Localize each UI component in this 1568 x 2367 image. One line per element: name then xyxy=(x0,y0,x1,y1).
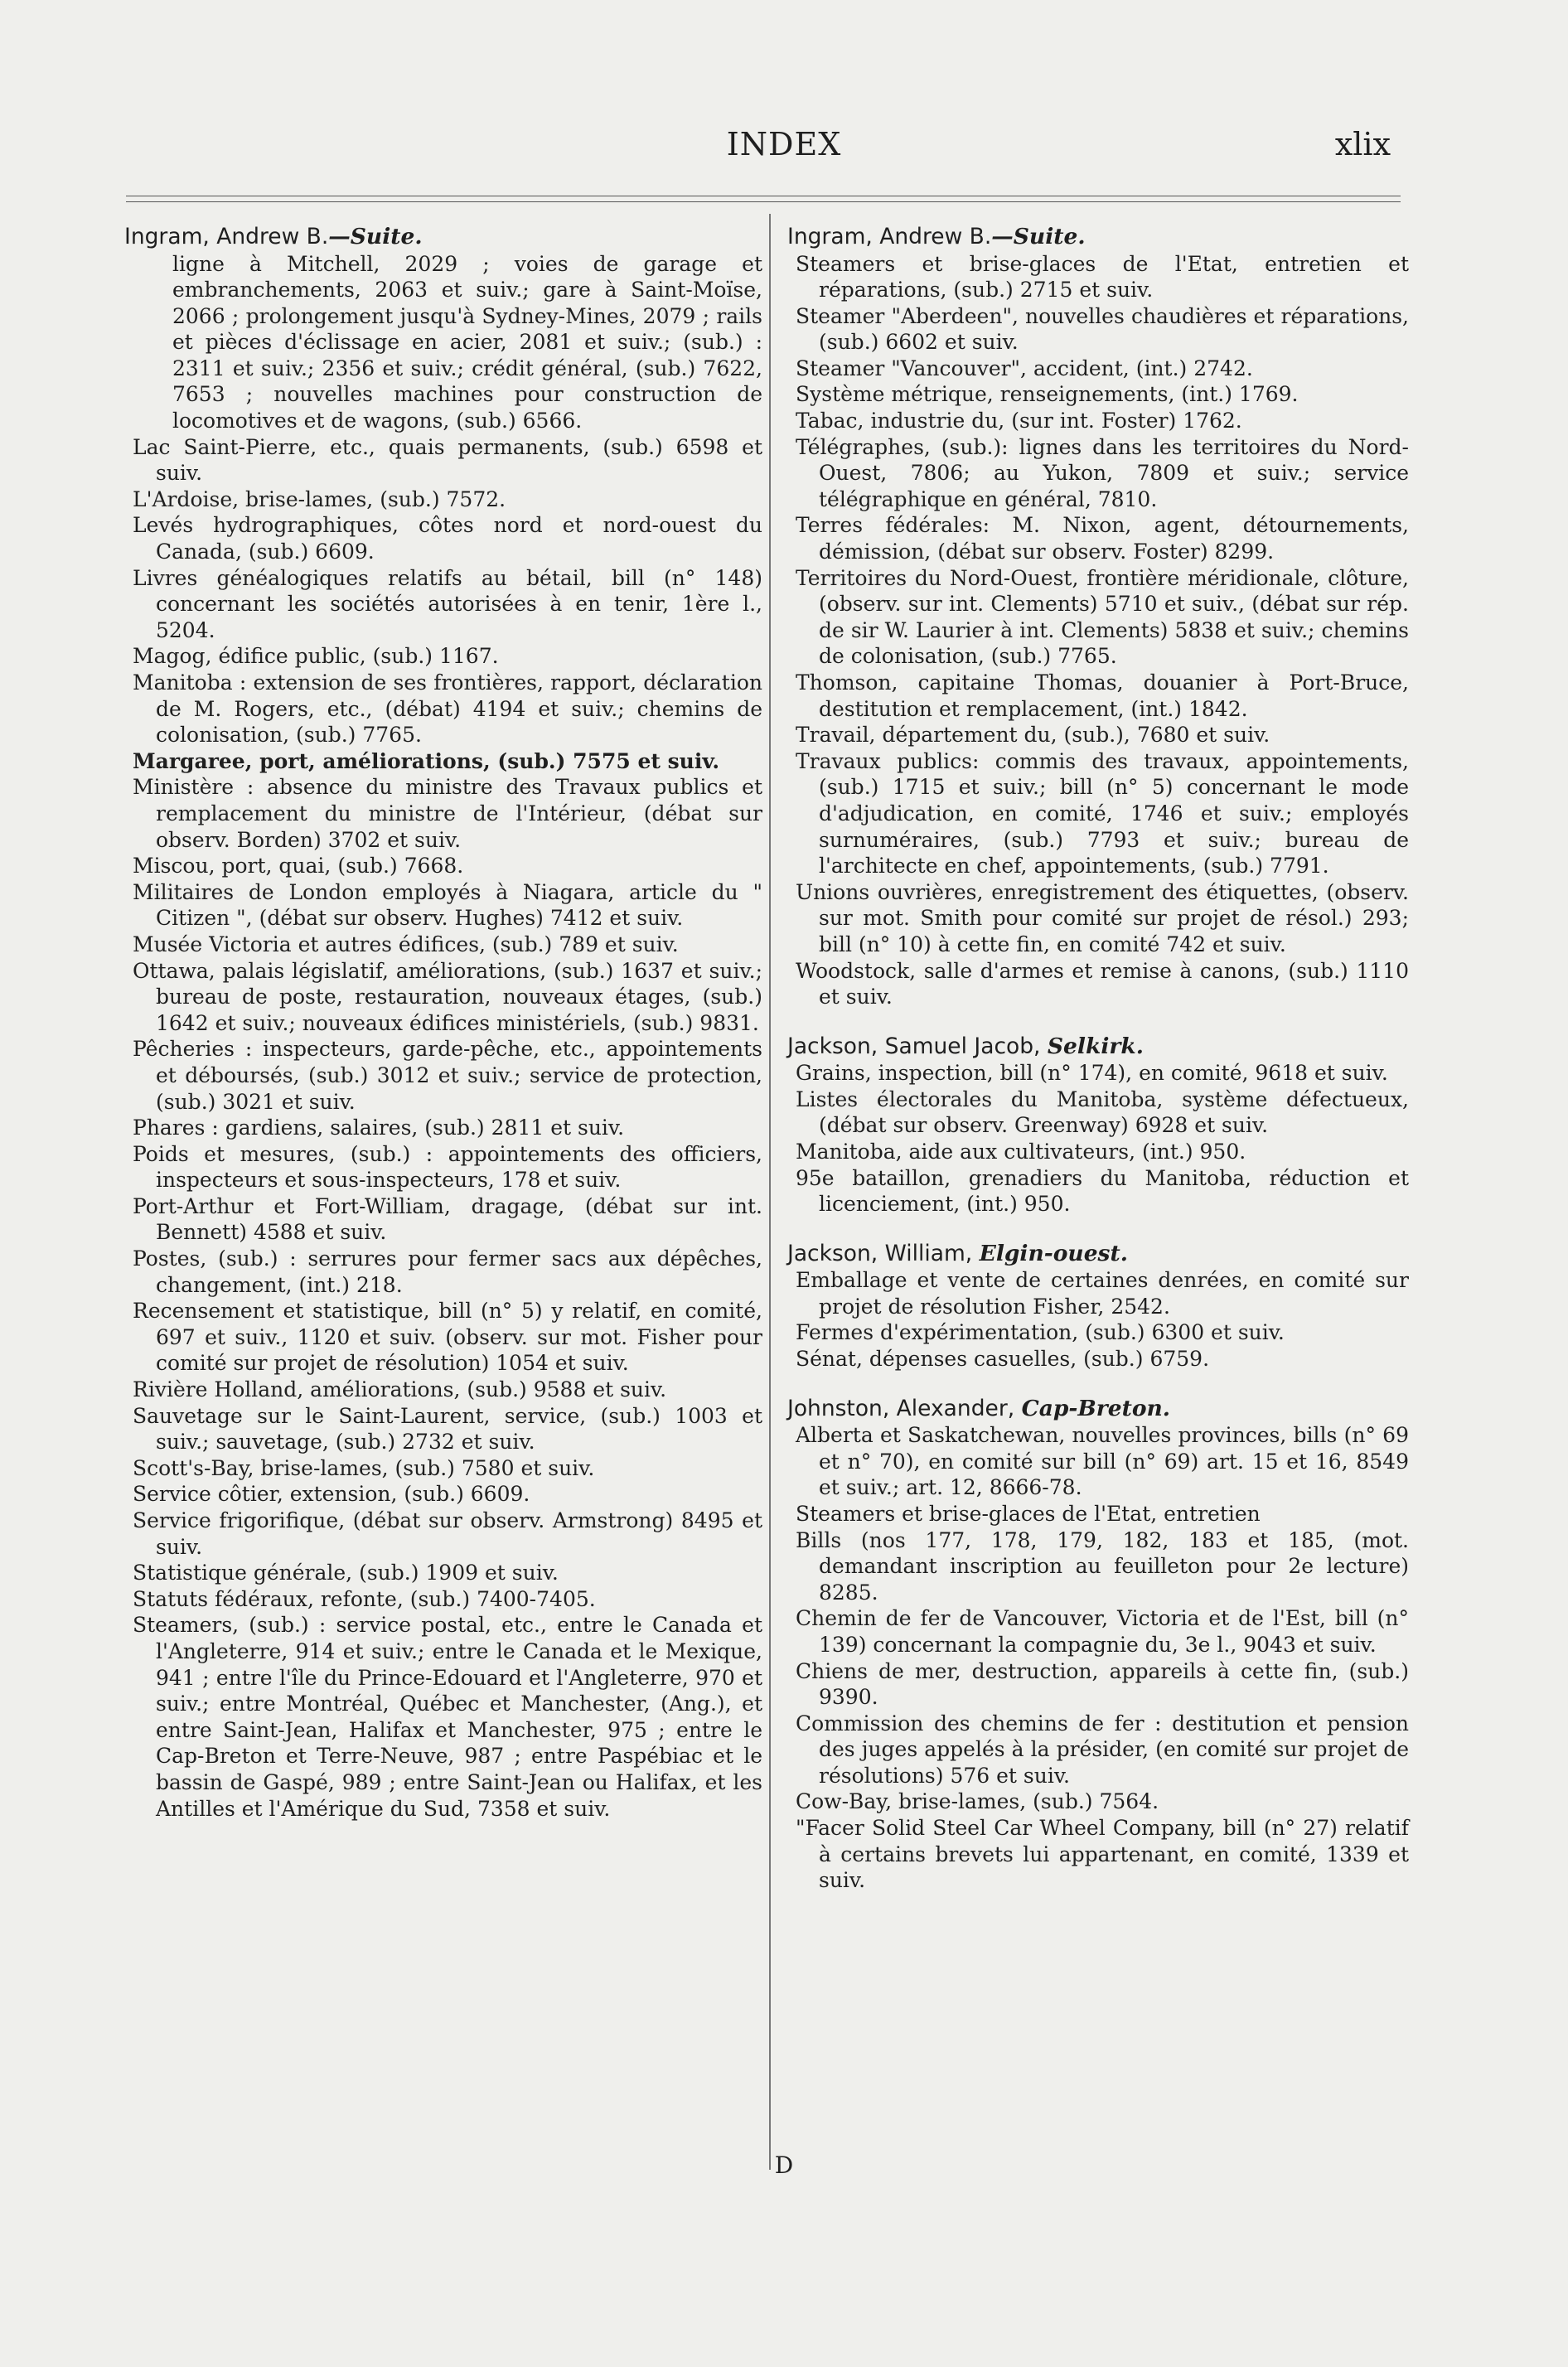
index-entry: Recensement et statistique, bill (n° 5) y relatif, en comité, 697 et suiv., 1120 et suiv. (observ. sur mot. Fisher pour comité sur projet de résolution) 1054 et suiv. xyxy=(133,1299,762,1376)
index-entry: Port-Arthur et Fort-William, dragage, (débat sur int. Bennett) 4588 et suiv. xyxy=(133,1193,762,1245)
index-entry: Steamer "Vancouver", accident, (int.) 2742. xyxy=(796,356,1253,380)
index-entry: Margaree, port, améliorations, (sub.) 7575 et suiv. xyxy=(133,748,720,773)
index-entry: Militaires de London employés à Niagara, article du " Citizen ", (débat sur observ. Hughes) 7412 et suiv. xyxy=(133,879,762,931)
index-entry: 95e bataillon, grenadiers du Manitoba, réduction et licenciement, (int.) 950. xyxy=(796,1165,1409,1217)
index-name-heading xyxy=(787,1396,1409,1423)
index-entry: Travail, département du, (sub.), 7680 et suiv. xyxy=(796,723,1270,748)
index-name: Ingram, Andrew B. xyxy=(787,224,992,249)
index-entry: Pêcheries : inspecteurs, garde-pêche, etc., appointements et déboursés, (sub.) 3012 et suiv.; service de protection, (sub.) 3021 et suiv. xyxy=(133,1037,762,1114)
index-entry: Magog, édifice public, (sub.) 1167. xyxy=(133,644,499,669)
index-name-heading xyxy=(787,1033,1409,1061)
index-entry: Ottawa, palais législatif, améliorations, (sub.) 1637 et suiv.; bureau de poste, restauration, nouveaux étages, (sub.) 1642 et suiv.; nouveaux édifices ministériels, (sub.) 9831. xyxy=(133,958,762,1035)
index-entry: Statistique générale, (sub.) 1909 et suiv. xyxy=(133,1561,559,1585)
index-name: Jackson, William, xyxy=(787,1240,973,1266)
index-entry: Livres généalogiques relatifs au bétail, bill (n° 148) concernant les sociétés autorisées à en tenir, 1ère l., 5204. xyxy=(133,565,762,642)
page-number: xlix xyxy=(1334,126,1391,162)
index-entry: Manitoba : extension de ses frontières, rapport, déclaration de M. Rogers, etc., (débat) 4194 et suiv.; chemins de colonisation, (sub.) 7765. xyxy=(133,670,762,748)
header-rule-double xyxy=(126,201,1401,202)
index-name: Ingram, Andrew B. xyxy=(124,224,329,249)
index-entry: Chiens de mer, destruction, appareils à cette fin, (sub.) 9390. xyxy=(796,1658,1409,1710)
index-entry: Thomson, capitaine Thomas, douanier à Port-Bruce, destitution et remplacement, (int.) 1842. xyxy=(796,670,1409,721)
index-entry: Télégraphes, (sub.): lignes dans les territoires du Nord-Ouest, 7806; au Yukon, 7809 et suiv.; service télégraphique en général, 7810. xyxy=(796,434,1409,511)
left-column xyxy=(124,224,762,1822)
index-entry: Service côtier, extension, (sub.) 6609. xyxy=(133,1482,530,1507)
index-entry: Cow-Bay, brise-lames, (sub.) 7564. xyxy=(796,1789,1159,1814)
index-entry: Steamers et brise-glaces de l'Etat, entretien xyxy=(796,1501,1261,1526)
index-name-heading xyxy=(787,1241,1409,1268)
index-name-suffix: —Suite. xyxy=(991,224,1086,249)
index-entry: Service frigorifique, (débat sur observ. Armstrong) 8495 et suiv. xyxy=(133,1508,762,1559)
index-entry: Steamers, (sub.) : service postal, etc., entre le Canada et l'Angleterre, 914 et suiv.; entre le Canada et le Mexique, 941 ; entre l'île du Prince-Edouard et l'Angleterre, 970 et suiv.; entre Montréal, Québec et Manchester, (Ang.), et entre Saint-Jean, Halifax et Manchester, 975 ; entre le Cap-Breton et Terre-Neuve, 987 ; entre Paspébiac et le bassin de Gaspé, 989 ; entre Saint-Jean ou Halifax, et les Antilles et l'Amérique du Sud, 7358 et suiv. xyxy=(133,1613,762,1821)
index-entry: Steamers et brise-glaces de l'Etat, entretien et réparations, (sub.) 2715 et suiv. xyxy=(796,251,1409,303)
index-entry: Commission des chemins de fer : destitution et pension des juges appelés à la présider, (en comité sur projet de résolutions) 576 et suiv. xyxy=(796,1711,1409,1788)
index-entry: Travaux publics: commis des travaux, appointements, (sub.) 1715 et suiv.; bill (n° 5) concernant le mode d'adjudication, en comité, 1746 et suiv.; employés surnuméraires, (sub.) 7793 et suiv.; bureau de l'architecte en chef, appointements, (sub.) 7791. xyxy=(796,748,1409,879)
index-entry: Sénat, dépenses casuelles, (sub.) 6759. xyxy=(796,1347,1210,1372)
index-entry: Statuts fédéraux, refonte, (sub.) 7400-7405. xyxy=(133,1586,596,1611)
index-entry: "Facer Solid Steel Car Wheel Company, bill (n° 27) relatif à certains brevets lui appartenant, en comité, 1339 et suiv. xyxy=(796,1816,1409,1893)
index-name: Jackson, Samuel Jacob, xyxy=(787,1033,1041,1059)
index-name-suffix: Cap-Breton. xyxy=(1021,1395,1171,1421)
index-entry: Rivière Holland, améliorations, (sub.) 9588 et suiv. xyxy=(133,1377,667,1402)
index-entry: ligne à Mitchell, 2029 ; voies de garage et embranchements, 2063 et suiv.; gare à Saint-Moïse, 2066 ; prolongement jusqu'à Sydney-Mines, 2079 ; rails et pièces d'éclissage en acier, 2081 et suiv.; (sub.) : 2311 et suiv.; 2356 et suiv.; crédit général, (sub.) 7622, 7653 ; nouvelles machines pour construction de locomotives et de wagons, (sub.) 6566. xyxy=(172,251,762,433)
signature-mark: D xyxy=(774,2152,794,2179)
index-entry: Sauvetage sur le Saint-Laurent, service, (sub.) 1003 et suiv.; sauvetage, (sub.) 2732 et suiv. xyxy=(133,1403,762,1455)
index-entry: Scott's-Bay, brise-lames, (sub.) 7580 et suiv. xyxy=(133,1455,595,1480)
index-entry: Musée Victoria et autres édifices, (sub.) 789 et suiv. xyxy=(133,932,679,956)
index-entry: Unions ouvrières, enregistrement des étiquettes, (observ. sur mot. Smith pour comité sur projet de résol.) 293; bill (n° 10) à cette fin, en comité 742 et suiv. xyxy=(796,879,1409,956)
index-entry: Miscou, port, quai, (sub.) 7668. xyxy=(133,854,464,879)
index-name-suffix: —Suite. xyxy=(328,224,423,249)
index-name-suffix: Selkirk. xyxy=(1047,1033,1144,1059)
index-entry: Listes électorales du Manitoba, système défectueux, (débat sur observ. Greenway) 6928 et suiv. xyxy=(796,1087,1409,1138)
index-entry: L'Ardoise, brise-lames, (sub.) 7572. xyxy=(133,486,506,511)
index-entry: Steamer "Aberdeen", nouvelles chaudières et réparations, (sub.) 6602 et suiv. xyxy=(796,303,1409,355)
index-entry: Tabac, industrie du, (sur int. Foster) 1762. xyxy=(796,409,1242,433)
index-entry: Woodstock, salle d'armes et remise à canons, (sub.) 1110 et suiv. xyxy=(796,958,1409,1009)
index-entry: Emballage et vente de certaines denrées, en comité sur projet de résolution Fisher, 2542. xyxy=(796,1268,1409,1319)
index-name: Johnston, Alexander, xyxy=(787,1395,1015,1421)
index-entry: Fermes d'expérimentation, (sub.) 6300 et suiv. xyxy=(796,1320,1285,1345)
index-entry: Lac Saint-Pierre, etc., quais permanents, (sub.) 6598 et suiv. xyxy=(133,434,762,486)
column-divider xyxy=(769,214,771,2170)
index-name-suffix: Elgin-ouest. xyxy=(979,1240,1128,1266)
index-entry: Ministère : absence du ministre des Travaux publics et remplacement du ministre de l'Intérieur, (débat sur observ. Borden) 3702 et suiv. xyxy=(133,775,762,852)
index-entry: Grains, inspection, bill (n° 174), en comité, 9618 et suiv. xyxy=(796,1061,1388,1086)
index-entry: Système métrique, renseignements, (int.) 1769. xyxy=(796,382,1299,407)
index-entry: Bills (nos 177, 178, 179, 182, 183 et 185, (mot. demandant inscription au feuilleton pour 2e lecture) 8285. xyxy=(796,1527,1409,1605)
index-entry: Territoires du Nord-Ouest, frontière méridionale, clôture, (observ. sur int. Clements) 5710 et suiv., (débat sur rép. de sir W. Laurier à int. Clements) 5838 et suiv.; chemins de colonisation, (sub.) 7765. xyxy=(796,565,1409,669)
index-entry: Alberta et Saskatchewan, nouvelles provinces, bills (n° 69 et n° 70), en comité sur bill (n° 69) art. 15 et 16, 8549 et suiv.; art. 12, 8666-78. xyxy=(796,1423,1409,1500)
index-entry: Postes, (sub.) : serrures pour fermer sacs aux dépêches, changement, (int.) 218. xyxy=(133,1246,762,1297)
index-entry: Manitoba, aide aux cultivateurs, (int.) 950. xyxy=(796,1140,1246,1164)
index-name-heading xyxy=(787,224,1409,251)
index-entry: Terres fédérales: M. Nixon, agent, détournements, démission, (débat sur observ. Foster) 8299. xyxy=(796,513,1409,564)
page-title: INDEX xyxy=(726,126,842,162)
index-entry: Phares : gardiens, salaires, (sub.) 2811 et suiv. xyxy=(133,1116,625,1140)
index-name-heading xyxy=(124,224,762,251)
index-entry: Poids et mesures, (sub.) : appointements des officiers, inspecteurs et sous-inspecteurs, 178 et suiv. xyxy=(133,1141,762,1193)
right-column xyxy=(787,224,1409,1894)
index-entry: Chemin de fer de Vancouver, Victoria et de l'Est, bill (n° 139) concernant la compagnie du, 3e l., 9043 et suiv. xyxy=(796,1606,1409,1657)
page-header xyxy=(0,126,1568,176)
index-entry: Levés hydrographiques, côtes nord et nord-ouest du Canada, (sub.) 6609. xyxy=(133,513,762,564)
